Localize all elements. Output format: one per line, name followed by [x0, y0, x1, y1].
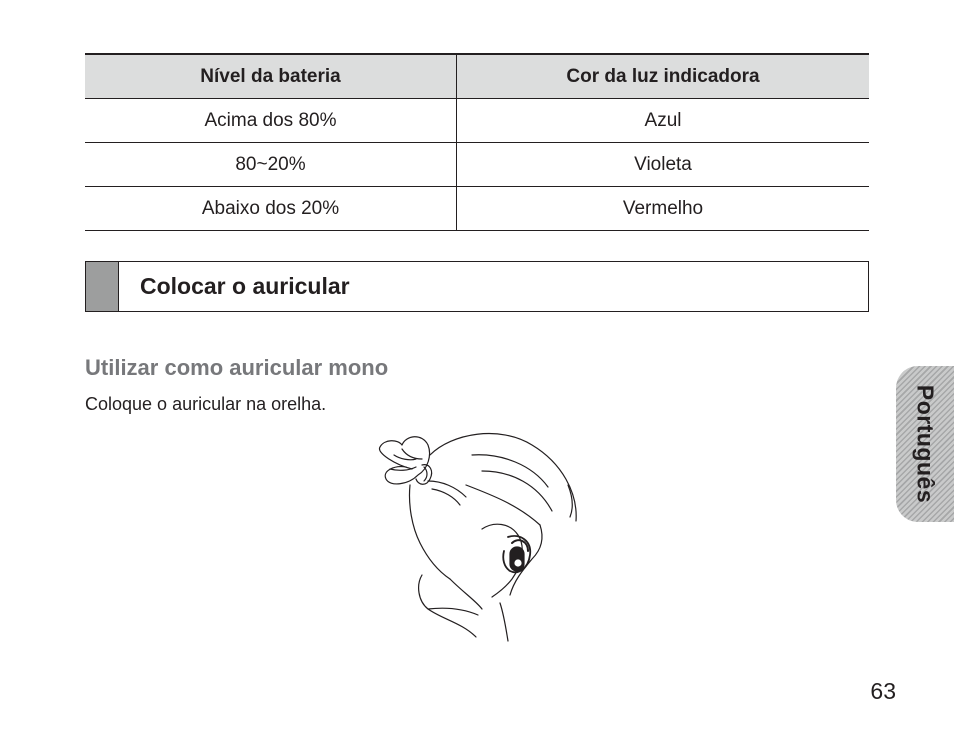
- subsection-heading: Utilizar como auricular mono: [85, 355, 389, 380]
- language-label: Português: [912, 384, 939, 504]
- person-wearing-earpiece-illustration-icon: [372, 425, 587, 645]
- battery-level-cell: Acima dos 80%: [85, 99, 457, 143]
- section-marker: [86, 262, 119, 311]
- header-battery-level: Nível da bateria: [85, 54, 457, 99]
- header-indicator-color: Cor da luz indicadora: [457, 54, 870, 99]
- page-number: 63: [870, 678, 896, 704]
- table-row: [85, 99, 869, 143]
- table-header-row: [85, 54, 869, 99]
- battery-level-cell: Abaixo dos 20%: [85, 187, 457, 231]
- indicator-color-cell: Vermelho: [457, 187, 870, 231]
- language-tab: [896, 366, 954, 522]
- indicator-color-cell: Violeta: [457, 143, 870, 187]
- instruction-text: Coloque o auricular na orelha.: [85, 394, 327, 414]
- table-row: [85, 143, 869, 187]
- section-header: [85, 261, 869, 312]
- battery-indicator-table: [85, 53, 869, 231]
- table-row: [85, 187, 869, 231]
- indicator-color-cell: Azul: [457, 99, 870, 143]
- section-title: Colocar o auricular: [140, 273, 350, 299]
- battery-level-cell: 80~20%: [85, 143, 457, 187]
